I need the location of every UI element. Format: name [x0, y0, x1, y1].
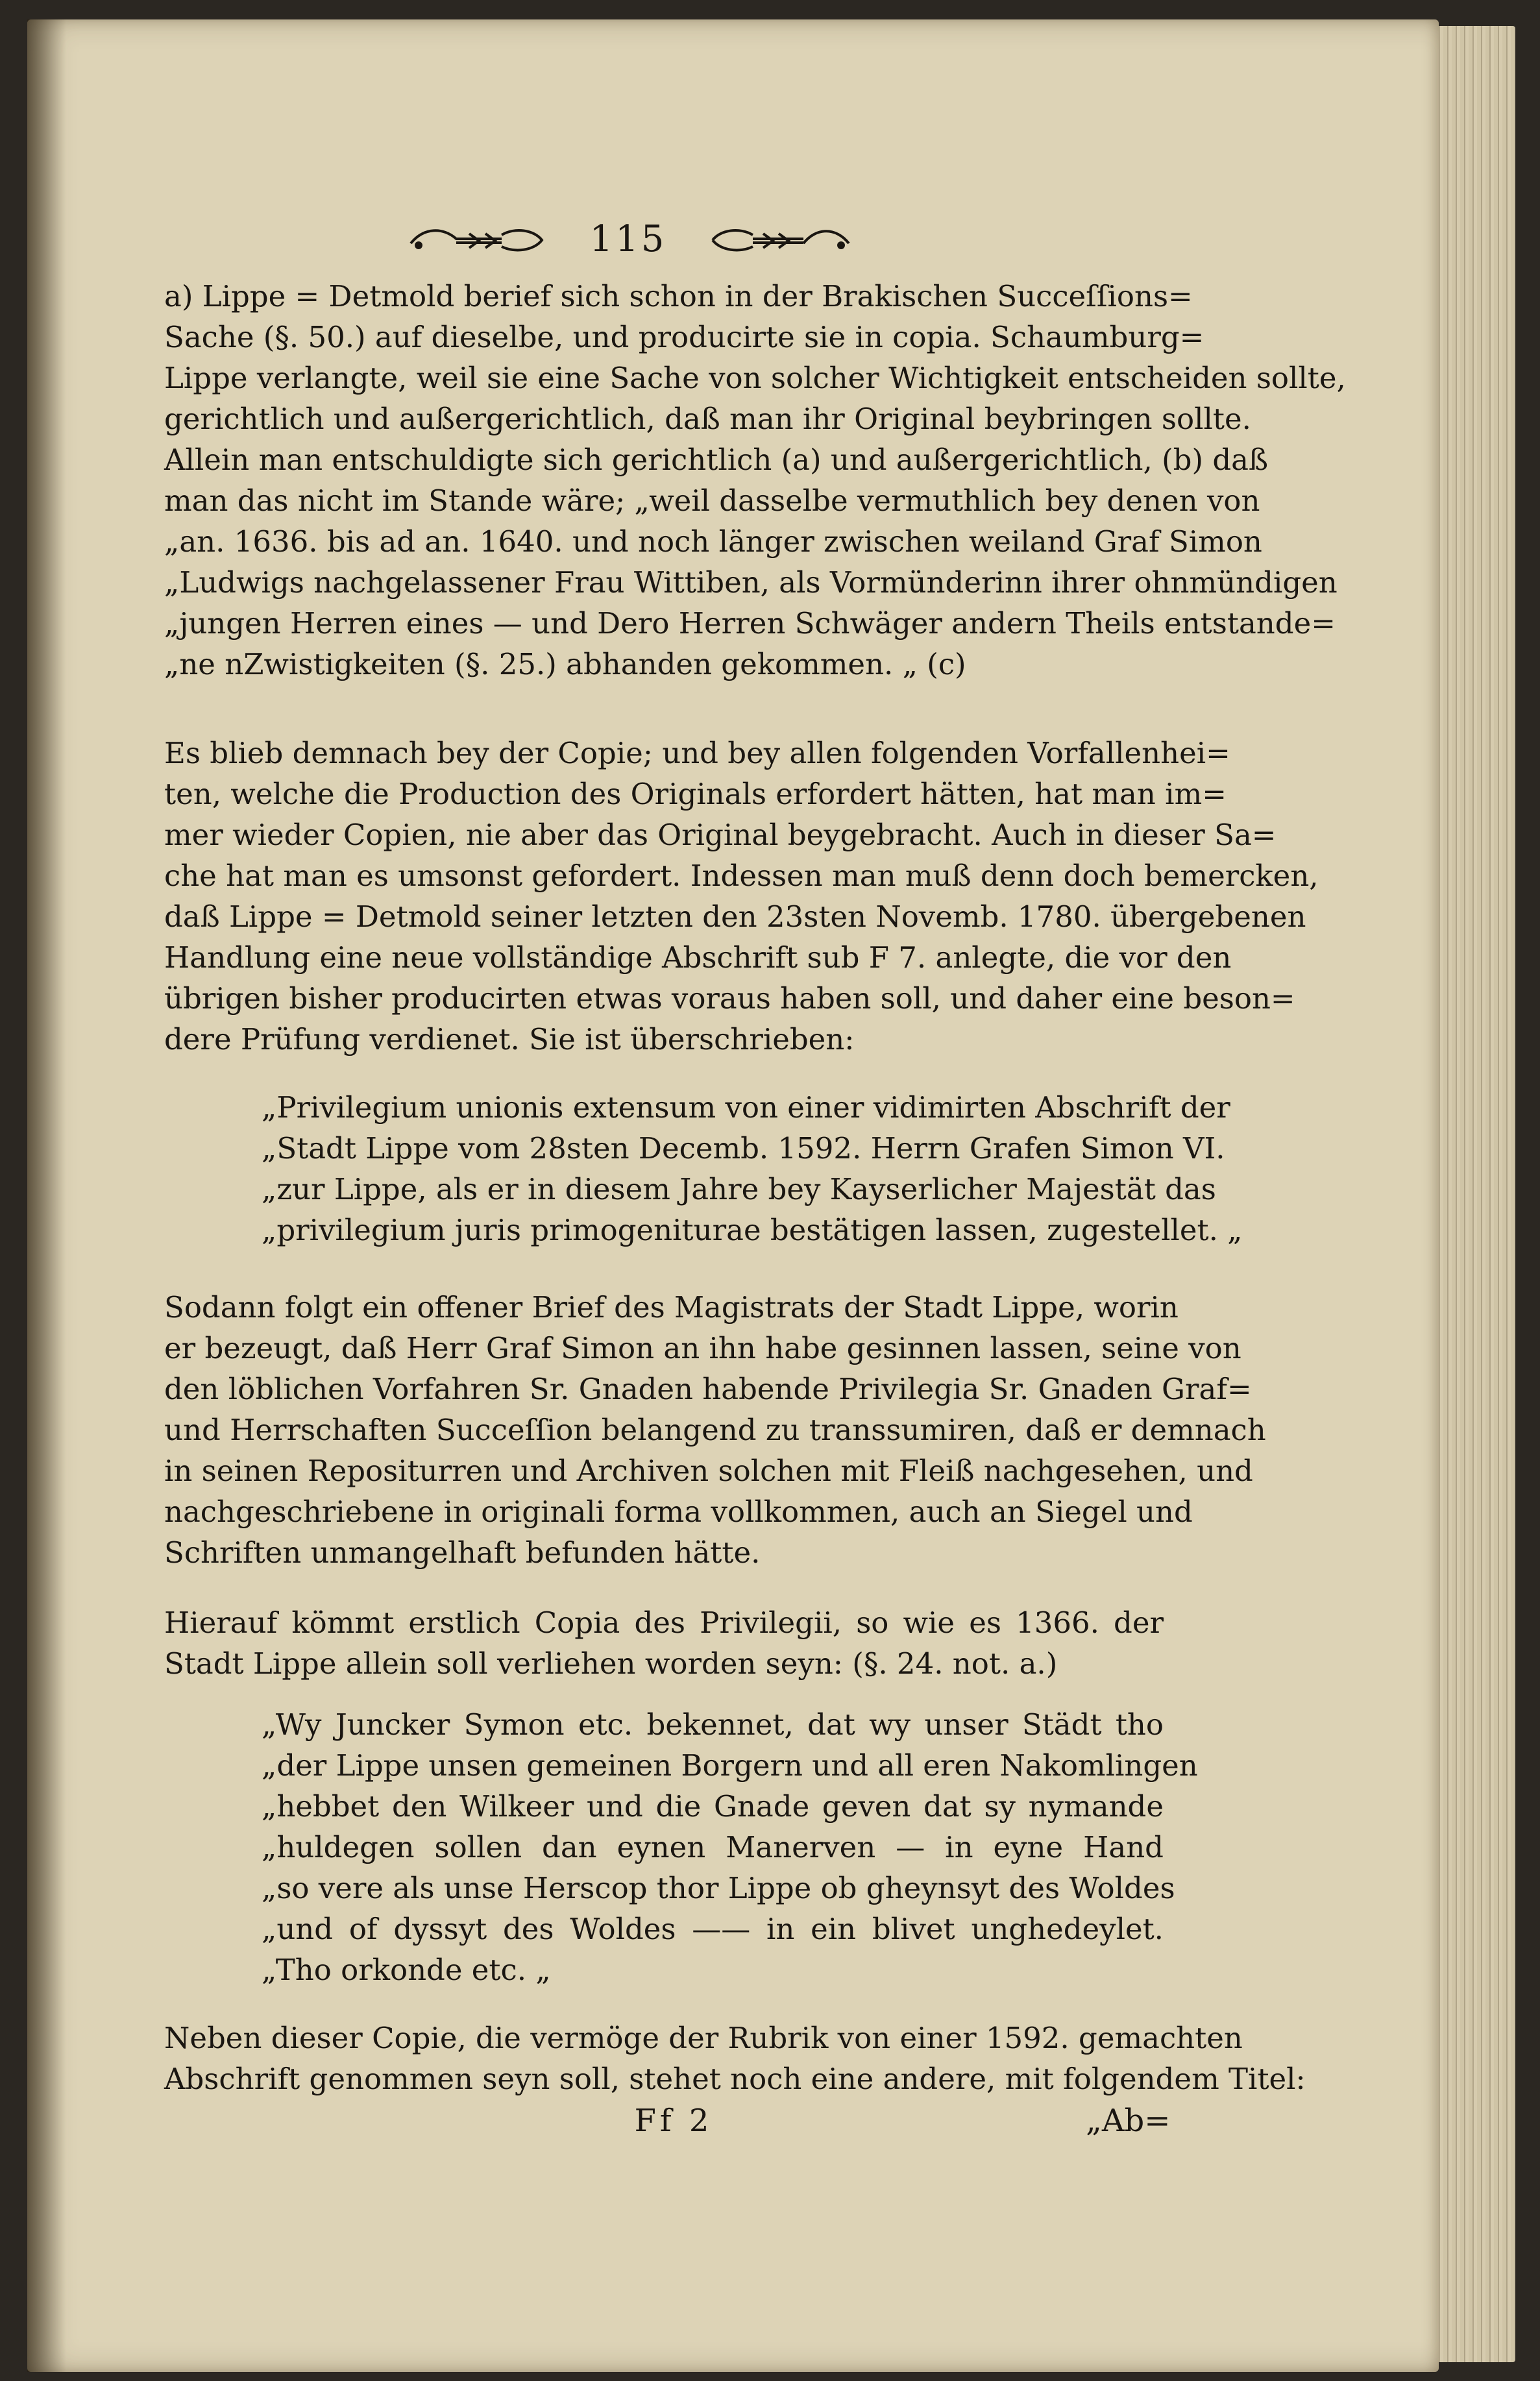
quote-line: „Privilegium unionis extensum von einer vidimirten Abschrift der — [262, 1090, 1230, 1125]
quote-line: „Stadt Lippe vom 28sten Decemb. 1592. Herrn Grafen Simon VI. — [262, 1131, 1225, 1166]
text-line: in seinen Repositurren und Archiven solchen mit Fleiß nachgesehen, und — [164, 1454, 1253, 1488]
quote-line: „hebbet den Wilkeer und die Gnade geven dat sy nymande — [262, 1789, 1164, 1824]
quote-line: „der Lippe unsen gemeinen Borgern und all eren Nakomlingen — [262, 1748, 1198, 1783]
catchword: „Ab= — [1086, 2103, 1171, 2139]
text-line: Neben dieser Copie, die vermöge der Rubrik von einer 1592. gemachten — [164, 2021, 1243, 2055]
right-ornament-icon — [706, 221, 855, 260]
text-line: Allein man entschuldigte sich gerichtlich (a) und außergerichtlich, (b) daß — [164, 443, 1269, 477]
text-line: nachgeschriebene in originali forma vollkommen, auch an Siegel und — [164, 1495, 1193, 1529]
text-line: „jungen Herren eines — und Dero Herren Schwäger andern Theils entstande= — [164, 606, 1336, 641]
text-line: Abschrift genommen seyn soll, stehet noch eine andere, mit folgendem Titel: — [164, 2062, 1306, 2096]
quote-line: „und of dyssyt des Woldes —— in ein blivet unghedeylet. — [262, 1912, 1164, 1946]
text-line: er bezeugt, daß Herr Graf Simon an ihn habe gesinnen lassen, seine von — [164, 1331, 1241, 1365]
page-header — [164, 206, 1164, 278]
text-line: Handlung eine neue vollständige Abschrift sub F 7. anlegte, die vor den — [164, 940, 1232, 975]
text-line: übrigen bisher producirten etwas voraus haben soll, und daher eine beson= — [164, 981, 1295, 1016]
text-line: Schriften unmangelhaft befunden hätte. — [164, 1535, 761, 1570]
quote-line: „Tho orkonde etc. „ — [262, 1953, 551, 1987]
text-line: „ne nZwistigkeiten (§. 25.) abhanden gekommen. „ (c) — [164, 647, 966, 681]
text-line: Sodann folgt ein offener Brief des Magistrats der Stadt Lippe, worin — [164, 1290, 1179, 1325]
page-number: 115 — [589, 218, 667, 260]
gutter-shadow — [27, 19, 66, 2372]
text-line: dere Prüfung verdienet. Sie ist überschrieben: — [164, 1022, 855, 1056]
text-line: ten, welche die Production des Originals erfordert hätten, hat man im= — [164, 777, 1227, 811]
left-ornament-icon — [404, 221, 547, 260]
quote-line: „huldegen sollen dan eynen Manerven — in eyne Hand — [262, 1830, 1164, 1864]
text-line: und Herrschaften Succeſſion belangend zu transsumiren, daß er demnach — [164, 1413, 1266, 1447]
page-content — [164, 0, 1346, 2381]
text-line: mer wieder Copien, nie aber das Original beygebracht. Auch in dieser Sa= — [164, 818, 1277, 852]
text-line: man das nicht im Stande wäre; „weil dasselbe vermuthlich bey denen von — [164, 483, 1260, 518]
quote-line: „so vere als unse Herscop thor Lippe ob gheynsyt des Woldes — [262, 1871, 1175, 1905]
text-line: Hierauf kömmt erstlich Copia des Privilegii, so wie es 1366. der — [164, 1606, 1164, 1640]
text-line: Lippe verlangte, weil sie eine Sache von solcher Wichtigkeit entscheiden sollte, — [164, 361, 1346, 395]
text-line: gerichtlich und außergerichtlich, daß man ihr Original beybringen sollte. — [164, 402, 1251, 436]
text-line: Sache (§. 50.) auf dieselbe, und producirte sie in copia. Schaumburg= — [164, 320, 1204, 354]
quote-line: „Wy Juncker Symon etc. bekennet, dat wy unser Städt tho — [262, 1707, 1164, 1742]
text-line: a) Lippe = Detmold berief sich schon in der Brakischen Succeſſions= — [164, 279, 1193, 313]
text-line: Stadt Lippe allein soll verliehen worden seyn: (§. 24. not. a.) — [164, 1646, 1058, 1681]
quote-line: „zur Lippe, als er in diesem Jahre bey Kayserlicher Majestät das — [262, 1172, 1216, 1206]
text-line: che hat man es umsonst gefordert. Indessen man muß denn doch bemercken, — [164, 859, 1319, 893]
quote-line: „privilegium juris primogeniturae bestätigen lassen, zugestellet. „ — [262, 1213, 1243, 1247]
text-line: den löblichen Vorfahren Sr. Gnaden habende Privilegia Sr. Gnaden Graf= — [164, 1372, 1252, 1406]
signature-mark: Ff 2 — [634, 2103, 713, 2139]
text-line: daß Lippe = Detmold seiner letzten den 23sten Novemb. 1780. übergebenen — [164, 899, 1306, 934]
page-footer — [164, 2103, 1171, 2148]
text-line: „an. 1636. bis ad an. 1640. und noch länger zwischen weiland Graf Simon — [164, 524, 1262, 559]
text-line: „Ludwigs nachgelassener Frau Wittiben, als Vormünderinn ihrer ohnmündigen — [164, 565, 1338, 600]
text-line: Es blieb demnach bey der Copie; und bey allen folgenden Vorfallenhei= — [164, 736, 1230, 770]
